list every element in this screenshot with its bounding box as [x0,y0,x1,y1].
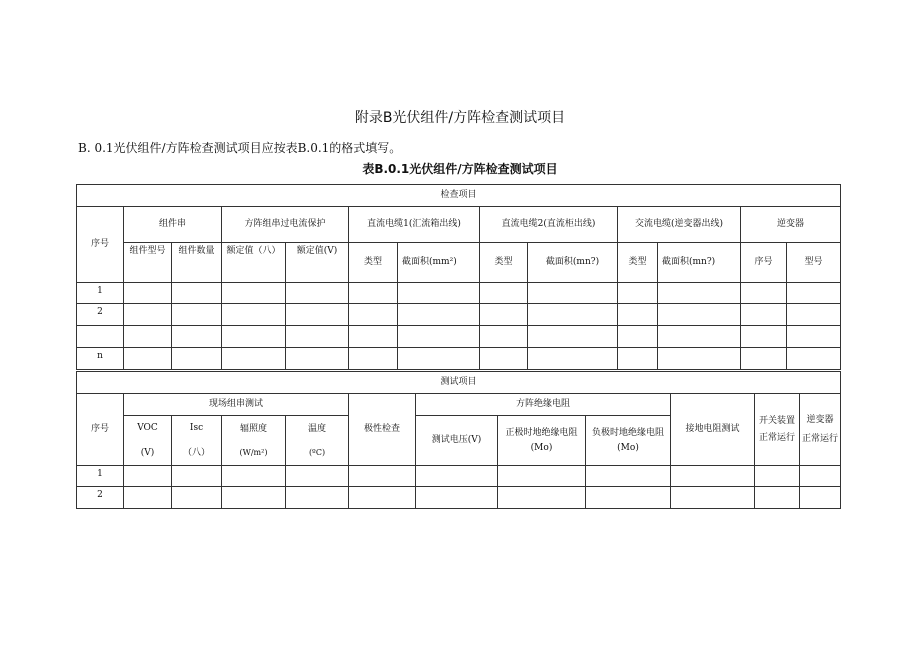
irradiance-header: 辐照度 (W/m²) [222,416,286,466]
string-test-group-header: 现场组串测试 [124,394,349,416]
rated-current-header: 额定值（八） [222,243,286,283]
inspection-seq-header: 序号 [77,207,124,283]
table-row [77,348,841,370]
insulation-group-header: 方阵绝缘电阻 [416,394,671,416]
positive-insulation-header: 正极时地绝缘电阻 (Mo) [498,416,586,466]
row-number: 2 [77,487,124,509]
module-model-header: 组件型号 [124,243,172,283]
polarity-check-header: 极性检查 [349,394,416,466]
isc-header: Isc （八） [172,416,222,466]
table-row [77,326,841,348]
dc2-area-header: 截面积(mn?) [528,243,618,283]
test-voltage-header: 测试电压(V) [416,416,498,466]
dc2-group-header: 直流电缆2(直流柜出线) [480,207,618,243]
temperature-header: 温度 (ºC) [286,416,349,466]
row-number [77,326,124,348]
string-group-header: 组件串 [124,207,222,243]
inspection-section-title: 检查项目 [77,185,841,207]
inverter-group-header: 逆变器 [741,207,841,243]
table-row [77,487,841,509]
table-row [77,466,841,487]
ac-group-header: 交流电缆(逆变器出线) [618,207,741,243]
negative-insulation-header: 负极时地绝缘电阻 (Mo) [586,416,671,466]
table-caption: 表B.0.1光伏组件/方阵检查测试项目 [362,162,558,176]
appendix-title: 附录B光伏组件/方阵检查测试项目 [354,110,566,126]
switch-normal-header: 开关装置 正常运行 [755,394,800,466]
row-number: 2 [77,304,124,326]
ground-resistance-header: 接地电阻测试 [671,394,755,466]
dc1-type-header: 类型 [349,243,398,283]
dc1-group-header: 直流电缆1(汇流箱出线) [349,207,480,243]
ac-type-header: 类型 [618,243,658,283]
row-number: 1 [77,466,124,487]
voc-header: VOC (V) [124,416,172,466]
dc1-area-header: 截面积(mm²) [398,243,480,283]
row-number: n [77,348,124,370]
test-table [76,371,841,509]
rated-voltage-header: 额定值(V) [286,243,349,283]
inverter-normal-header: 逆变器 正常运行 [800,394,841,466]
inspection-table [76,184,841,370]
table-row [77,283,841,304]
table-row [77,304,841,326]
ac-area-header: 截面积(mn?) [658,243,741,283]
dc2-type-header: 类型 [480,243,528,283]
row-number: 1 [77,283,124,304]
inverter-seq-header: 序号 [741,243,787,283]
module-qty-header: 组件数量 [172,243,222,283]
overcurrent-group-header: 方阵组串过电流保护 [222,207,349,243]
test-seq-header: 序号 [77,394,124,466]
intro-paragraph: B. 0.1光伏组件/方阵检查测试项目应按表B.0.1的格式填写。 [78,141,402,155]
inverter-model-header: 型号 [787,243,841,283]
test-section-title: 测试项目 [77,372,841,394]
